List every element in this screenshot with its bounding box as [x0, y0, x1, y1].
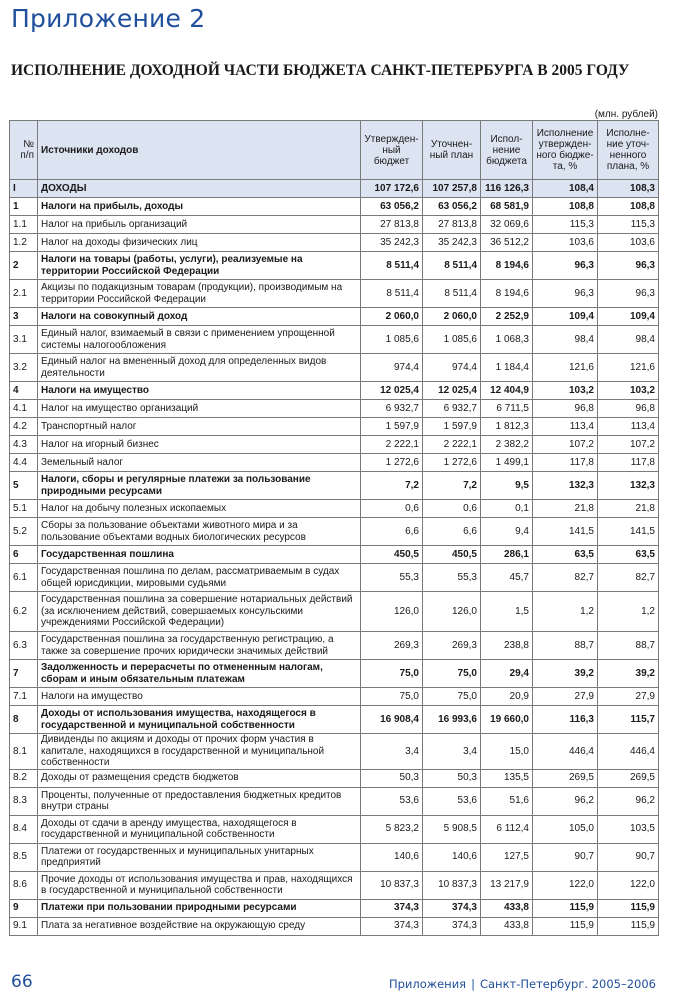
cell-num: 7.1	[10, 688, 38, 706]
cell-revised: 0,6	[423, 500, 481, 518]
cell-revised: 3,4	[423, 734, 481, 770]
table-row	[10, 382, 659, 400]
cell-num: 6	[10, 546, 38, 564]
table-row	[10, 500, 659, 518]
cell-pct-revised: 21,8	[598, 500, 659, 518]
table-row	[10, 706, 659, 734]
cell-executed: 8 194,6	[481, 280, 533, 308]
cell-approved: 12 025,4	[361, 382, 423, 400]
table-row	[10, 632, 659, 660]
cell-num: 7	[10, 660, 38, 688]
cell-pct-approved: 82,7	[533, 564, 598, 592]
table-row	[10, 472, 659, 500]
cell-revised: 140,6	[423, 843, 481, 871]
cell-name: Налоги на товары (работы, услуги), реализуемые на территории Российской Федерации	[38, 252, 361, 280]
cell-pct-approved: 141,5	[533, 518, 598, 546]
cell-executed: 32 069,6	[481, 216, 533, 234]
cell-pct-revised: 103,6	[598, 234, 659, 252]
table-row	[10, 734, 659, 770]
cell-num: 5.2	[10, 518, 38, 546]
cell-num: 1.2	[10, 234, 38, 252]
cell-num: 8.4	[10, 815, 38, 843]
cell-num: 4.2	[10, 418, 38, 436]
footer-publication: Санкт-Петербург. 2005–2006	[479, 977, 656, 991]
cell-revised: 6,6	[423, 518, 481, 546]
cell-pct-approved: 117,8	[533, 454, 598, 472]
cell-pct-revised: 115,9	[598, 917, 659, 935]
cell-executed: 433,8	[481, 899, 533, 917]
cell-approved: 10 837,3	[361, 871, 423, 899]
cell-approved: 2 060,0	[361, 308, 423, 326]
cell-approved: 75,0	[361, 688, 423, 706]
cell-name: Государственная пошлина по делам, рассматриваемым в судах общей юрисдикции, мировыми судьями	[38, 564, 361, 592]
cell-pct-revised: 82,7	[598, 564, 659, 592]
cell-executed: 286,1	[481, 546, 533, 564]
cell-approved: 75,0	[361, 660, 423, 688]
cell-executed: 9,5	[481, 472, 533, 500]
cell-pct-revised: 115,9	[598, 899, 659, 917]
cell-revised: 27 813,8	[423, 216, 481, 234]
cell-num: 5.1	[10, 500, 38, 518]
footer-caption	[389, 977, 656, 991]
cell-name: Государственная пошлина	[38, 546, 361, 564]
table-row	[10, 436, 659, 454]
cell-pct-approved: 98,4	[533, 326, 598, 354]
cell-executed: 20,9	[481, 688, 533, 706]
cell-pct-approved: 27,9	[533, 688, 598, 706]
cell-name: Доходы от размещения средств бюджетов	[38, 769, 361, 787]
cell-revised: 75,0	[423, 660, 481, 688]
cell-approved: 55,3	[361, 564, 423, 592]
cell-executed: 238,8	[481, 632, 533, 660]
cell-name: Задолженность и перерасчеты по отмененным налогам, сборам и иным обязательным платежам	[38, 660, 361, 688]
cell-executed: 135,5	[481, 769, 533, 787]
cell-name: Налоги на имущество	[38, 688, 361, 706]
cell-name: Единый налог на вмененный доход для определенных видов деятельности	[38, 354, 361, 382]
cell-pct-revised: 39,2	[598, 660, 659, 688]
cell-approved: 50,3	[361, 769, 423, 787]
col-header-executed: Испол-нение бюджета	[481, 121, 533, 180]
cell-pct-approved: 88,7	[533, 632, 598, 660]
cell-revised: 126,0	[423, 592, 481, 632]
cell-num: 4.4	[10, 454, 38, 472]
cell-executed: 12 404,9	[481, 382, 533, 400]
cell-executed: 45,7	[481, 564, 533, 592]
cell-name: Сборы за пользование объектами животного мира и за пользование объектами водных биологических ресурсов	[38, 518, 361, 546]
cell-pct-revised: 1,2	[598, 592, 659, 632]
cell-revised: 16 993,6	[423, 706, 481, 734]
cell-approved: 269,3	[361, 632, 423, 660]
cell-pct-revised: 115,3	[598, 216, 659, 234]
cell-name: Налог на имущество организаций	[38, 400, 361, 418]
cell-approved: 1 597,9	[361, 418, 423, 436]
cell-pct-revised: 98,4	[598, 326, 659, 354]
cell-name: Налог на доходы физических лиц	[38, 234, 361, 252]
cell-name: Налоги на совокупный доход	[38, 308, 361, 326]
table-row	[10, 216, 659, 234]
cell-revised: 55,3	[423, 564, 481, 592]
cell-name: Транспортный налог	[38, 418, 361, 436]
cell-revised: 10 837,3	[423, 871, 481, 899]
cell-name: Единый налог, взимаемый в связи с применением упрощенной системы налогообложения	[38, 326, 361, 354]
cell-pct-approved: 116,3	[533, 706, 598, 734]
cell-approved: 8 511,4	[361, 252, 423, 280]
cell-approved: 450,5	[361, 546, 423, 564]
cell-executed: 1 499,1	[481, 454, 533, 472]
cell-pct-approved: 105,0	[533, 815, 598, 843]
table-header-row	[10, 121, 659, 180]
cell-executed: 127,5	[481, 843, 533, 871]
cell-approved: 6,6	[361, 518, 423, 546]
cell-executed: 29,4	[481, 660, 533, 688]
cell-pct-revised: 113,4	[598, 418, 659, 436]
cell-revised: 269,3	[423, 632, 481, 660]
cell-num: 5	[10, 472, 38, 500]
cell-pct-approved: 115,9	[533, 899, 598, 917]
cell-pct-approved: 113,4	[533, 418, 598, 436]
cell-pct-approved: 132,3	[533, 472, 598, 500]
cell-pct-revised: 63,5	[598, 546, 659, 564]
cell-revised: 2 222,1	[423, 436, 481, 454]
table-row	[10, 280, 659, 308]
cell-name: Налог на игорный бизнес	[38, 436, 361, 454]
cell-name: Налог на прибыль организаций	[38, 216, 361, 234]
cell-approved: 140,6	[361, 843, 423, 871]
cell-executed: 2 252,9	[481, 308, 533, 326]
cell-executed: 36 512,2	[481, 234, 533, 252]
cell-approved: 0,6	[361, 500, 423, 518]
cell-num: 8.6	[10, 871, 38, 899]
cell-revised: 8 511,4	[423, 252, 481, 280]
cell-executed: 51,6	[481, 787, 533, 815]
cell-executed: 1,5	[481, 592, 533, 632]
cell-revised: 6 932,7	[423, 400, 481, 418]
col-header-revised: Уточнен-ный план	[423, 121, 481, 180]
cell-approved: 374,3	[361, 917, 423, 935]
cell-pct-approved: 103,2	[533, 382, 598, 400]
cell-name: Налог на добычу полезных ископаемых	[38, 500, 361, 518]
cell-pct-approved: 108,8	[533, 198, 598, 216]
cell-revised: 53,6	[423, 787, 481, 815]
cell-approved: 3,4	[361, 734, 423, 770]
cell-pct-approved: 90,7	[533, 843, 598, 871]
cell-name: Земельный налог	[38, 454, 361, 472]
cell-pct-revised: 117,8	[598, 454, 659, 472]
cell-executed: 8 194,6	[481, 252, 533, 280]
cell-pct-revised: 27,9	[598, 688, 659, 706]
cell-pct-approved: 103,6	[533, 234, 598, 252]
cell-executed: 9,4	[481, 518, 533, 546]
cell-num: 8.5	[10, 843, 38, 871]
cell-revised: 7,2	[423, 472, 481, 500]
table-row	[10, 418, 659, 436]
table-row	[10, 354, 659, 382]
cell-num: 1.1	[10, 216, 38, 234]
cell-revised: 374,3	[423, 917, 481, 935]
cell-name: Дивиденды по акциям и доходы от прочих форм участия в капитале, находящихся в государственной и муниципальной собственности	[38, 734, 361, 770]
cell-pct-approved: 115,3	[533, 216, 598, 234]
cell-executed: 68 581,9	[481, 198, 533, 216]
cell-revised: 5 908,5	[423, 815, 481, 843]
cell-pct-revised: 107,2	[598, 436, 659, 454]
cell-pct-revised: 108,3	[598, 180, 659, 198]
cell-num: 1	[10, 198, 38, 216]
cell-pct-revised: 96,8	[598, 400, 659, 418]
cell-approved: 107 172,6	[361, 180, 423, 198]
table-row	[10, 252, 659, 280]
cell-pct-approved: 39,2	[533, 660, 598, 688]
cell-name: Доходы от сдачи в аренду имущества, находящегося в государственной и муниципальной собственности	[38, 815, 361, 843]
cell-approved: 8 511,4	[361, 280, 423, 308]
table-row	[10, 592, 659, 632]
col-header-pct-approved: Исполнение утвержден-ного бюдже-та, %	[533, 121, 598, 180]
table-row	[10, 787, 659, 815]
cell-name: Платежи при пользовании природными ресурсами	[38, 899, 361, 917]
table-row	[10, 564, 659, 592]
cell-num: 8.3	[10, 787, 38, 815]
col-header-approved: Утвержден-ный бюджет	[361, 121, 423, 180]
table-row	[10, 899, 659, 917]
table-row	[10, 871, 659, 899]
cell-num: 8	[10, 706, 38, 734]
table-row	[10, 234, 659, 252]
cell-pct-approved: 96,3	[533, 252, 598, 280]
cell-executed: 1 184,4	[481, 354, 533, 382]
cell-revised: 63 056,2	[423, 198, 481, 216]
cell-revised: 1 272,6	[423, 454, 481, 472]
cell-num: 3	[10, 308, 38, 326]
table-row	[10, 308, 659, 326]
table-row	[10, 917, 659, 935]
cell-approved: 53,6	[361, 787, 423, 815]
cell-num: 4.3	[10, 436, 38, 454]
cell-name: Доходы от использования имущества, находящегося в государственной и муниципальной собственности	[38, 706, 361, 734]
table-row	[10, 518, 659, 546]
cell-approved: 5 823,2	[361, 815, 423, 843]
revenue-table	[9, 120, 659, 936]
cell-name: Государственная пошлина за государственную регистрацию, а также за совершение прочих юридически значимых действий	[38, 632, 361, 660]
cell-num: 2.1	[10, 280, 38, 308]
cell-pct-approved: 122,0	[533, 871, 598, 899]
cell-pct-approved: 96,2	[533, 787, 598, 815]
cell-num: 4.1	[10, 400, 38, 418]
footer-section: Приложения	[388, 977, 467, 991]
cell-executed: 6 112,4	[481, 815, 533, 843]
cell-num: 9.1	[10, 917, 38, 935]
table-row	[10, 660, 659, 688]
cell-revised: 12 025,4	[423, 382, 481, 400]
cell-pct-approved: 1,2	[533, 592, 598, 632]
cell-revised: 35 242,3	[423, 234, 481, 252]
table-row	[10, 688, 659, 706]
cell-name: Налоги на прибыль, доходы	[38, 198, 361, 216]
table-row	[10, 843, 659, 871]
cell-num: 6.2	[10, 592, 38, 632]
cell-pct-revised: 103,2	[598, 382, 659, 400]
cell-name: Платежи от государственных и муниципальных унитарных предприятий	[38, 843, 361, 871]
cell-revised: 107 257,8	[423, 180, 481, 198]
cell-pct-approved: 121,6	[533, 354, 598, 382]
cell-revised: 1 085,6	[423, 326, 481, 354]
cell-executed: 1 812,3	[481, 418, 533, 436]
cell-pct-revised: 88,7	[598, 632, 659, 660]
table-body	[10, 180, 659, 936]
cell-executed: 6 711,5	[481, 400, 533, 418]
cell-name: ДОХОДЫ	[38, 180, 361, 198]
cell-pct-revised: 96,2	[598, 787, 659, 815]
document-title: ИСПОЛНЕНИЕ ДОХОДНОЙ ЧАСТИ БЮДЖЕТА САНКТ-ПЕТЕРБУРГА В 2005 ГОДУ	[11, 62, 630, 79]
cell-executed: 433,8	[481, 917, 533, 935]
cell-pct-revised: 109,4	[598, 308, 659, 326]
table-row	[10, 769, 659, 787]
cell-revised: 8 511,4	[423, 280, 481, 308]
cell-num: 9	[10, 899, 38, 917]
cell-pct-approved: 269,5	[533, 769, 598, 787]
cell-approved: 35 242,3	[361, 234, 423, 252]
cell-pct-revised: 122,0	[598, 871, 659, 899]
cell-approved: 1 272,6	[361, 454, 423, 472]
cell-name: Проценты, полученные от предоставления бюджетных кредитов внутри страны	[38, 787, 361, 815]
cell-approved: 974,4	[361, 354, 423, 382]
cell-pct-revised: 115,7	[598, 706, 659, 734]
cell-executed: 13 217,9	[481, 871, 533, 899]
cell-num: 6.1	[10, 564, 38, 592]
cell-name: Государственная пошлина за совершение нотариальных действий (за исключением действий, совершаемых консульскими учреждениями Российской Федерации)	[38, 592, 361, 632]
cell-name: Плата за негативное воздействие на окружающую среду	[38, 917, 361, 935]
cell-pct-approved: 96,3	[533, 280, 598, 308]
cell-pct-revised: 121,6	[598, 354, 659, 382]
cell-approved: 63 056,2	[361, 198, 423, 216]
col-header-name: Источники доходов	[38, 121, 361, 180]
footer-separator: |	[471, 977, 475, 991]
cell-revised: 450,5	[423, 546, 481, 564]
cell-revised: 50,3	[423, 769, 481, 787]
cell-pct-revised: 103,5	[598, 815, 659, 843]
table-row	[10, 198, 659, 216]
cell-name: Налоги, сборы и регулярные платежи за пользование природными ресурсами	[38, 472, 361, 500]
cell-pct-approved: 109,4	[533, 308, 598, 326]
cell-num: 3.1	[10, 326, 38, 354]
cell-name: Акцизы по подакцизным товарам (продукции), производимым на территории Российской Федерации	[38, 280, 361, 308]
cell-executed: 0,1	[481, 500, 533, 518]
cell-num: 3.2	[10, 354, 38, 382]
col-header-pct-revised: Исполне-ние уточ-ненного плана, %	[598, 121, 659, 180]
cell-revised: 75,0	[423, 688, 481, 706]
cell-name: Прочие доходы от использования имущества и прав, находящихся в государственной и муниципальной собственности	[38, 871, 361, 899]
col-header-num: № п/п	[10, 121, 38, 180]
cell-pct-approved: 446,4	[533, 734, 598, 770]
cell-num: 4	[10, 382, 38, 400]
cell-approved: 7,2	[361, 472, 423, 500]
cell-pct-approved: 96,8	[533, 400, 598, 418]
cell-pct-revised: 269,5	[598, 769, 659, 787]
cell-num: 6.3	[10, 632, 38, 660]
table-row	[10, 326, 659, 354]
table-row	[10, 546, 659, 564]
cell-approved: 1 085,6	[361, 326, 423, 354]
cell-pct-revised: 141,5	[598, 518, 659, 546]
cell-pct-revised: 96,3	[598, 280, 659, 308]
cell-num: 8.1	[10, 734, 38, 770]
cell-approved: 2 222,1	[361, 436, 423, 454]
cell-executed: 1 068,3	[481, 326, 533, 354]
table-row	[10, 815, 659, 843]
cell-revised: 974,4	[423, 354, 481, 382]
cell-executed: 116 126,3	[481, 180, 533, 198]
cell-pct-revised: 108,8	[598, 198, 659, 216]
cell-approved: 126,0	[361, 592, 423, 632]
appendix-title: Приложение 2	[11, 4, 206, 33]
cell-approved: 27 813,8	[361, 216, 423, 234]
page-number: 66	[11, 972, 33, 992]
cell-pct-approved: 21,8	[533, 500, 598, 518]
cell-revised: 1 597,9	[423, 418, 481, 436]
cell-pct-revised: 446,4	[598, 734, 659, 770]
cell-executed: 2 382,2	[481, 436, 533, 454]
cell-approved: 374,3	[361, 899, 423, 917]
units-note: (млн. рублей)	[594, 109, 658, 120]
cell-executed: 19 660,0	[481, 706, 533, 734]
cell-pct-approved: 63,5	[533, 546, 598, 564]
cell-pct-revised: 132,3	[598, 472, 659, 500]
cell-num: 8.2	[10, 769, 38, 787]
cell-pct-approved: 108,4	[533, 180, 598, 198]
cell-pct-revised: 96,3	[598, 252, 659, 280]
cell-revised: 374,3	[423, 899, 481, 917]
cell-executed: 15,0	[481, 734, 533, 770]
cell-name: Налоги на имущество	[38, 382, 361, 400]
cell-approved: 16 908,4	[361, 706, 423, 734]
cell-num: I	[10, 180, 38, 198]
table-row	[10, 400, 659, 418]
cell-approved: 6 932,7	[361, 400, 423, 418]
table-row	[10, 454, 659, 472]
cell-num: 2	[10, 252, 38, 280]
cell-pct-approved: 107,2	[533, 436, 598, 454]
cell-revised: 2 060,0	[423, 308, 481, 326]
cell-pct-revised: 90,7	[598, 843, 659, 871]
cell-pct-approved: 115,9	[533, 917, 598, 935]
table-row	[10, 180, 659, 198]
